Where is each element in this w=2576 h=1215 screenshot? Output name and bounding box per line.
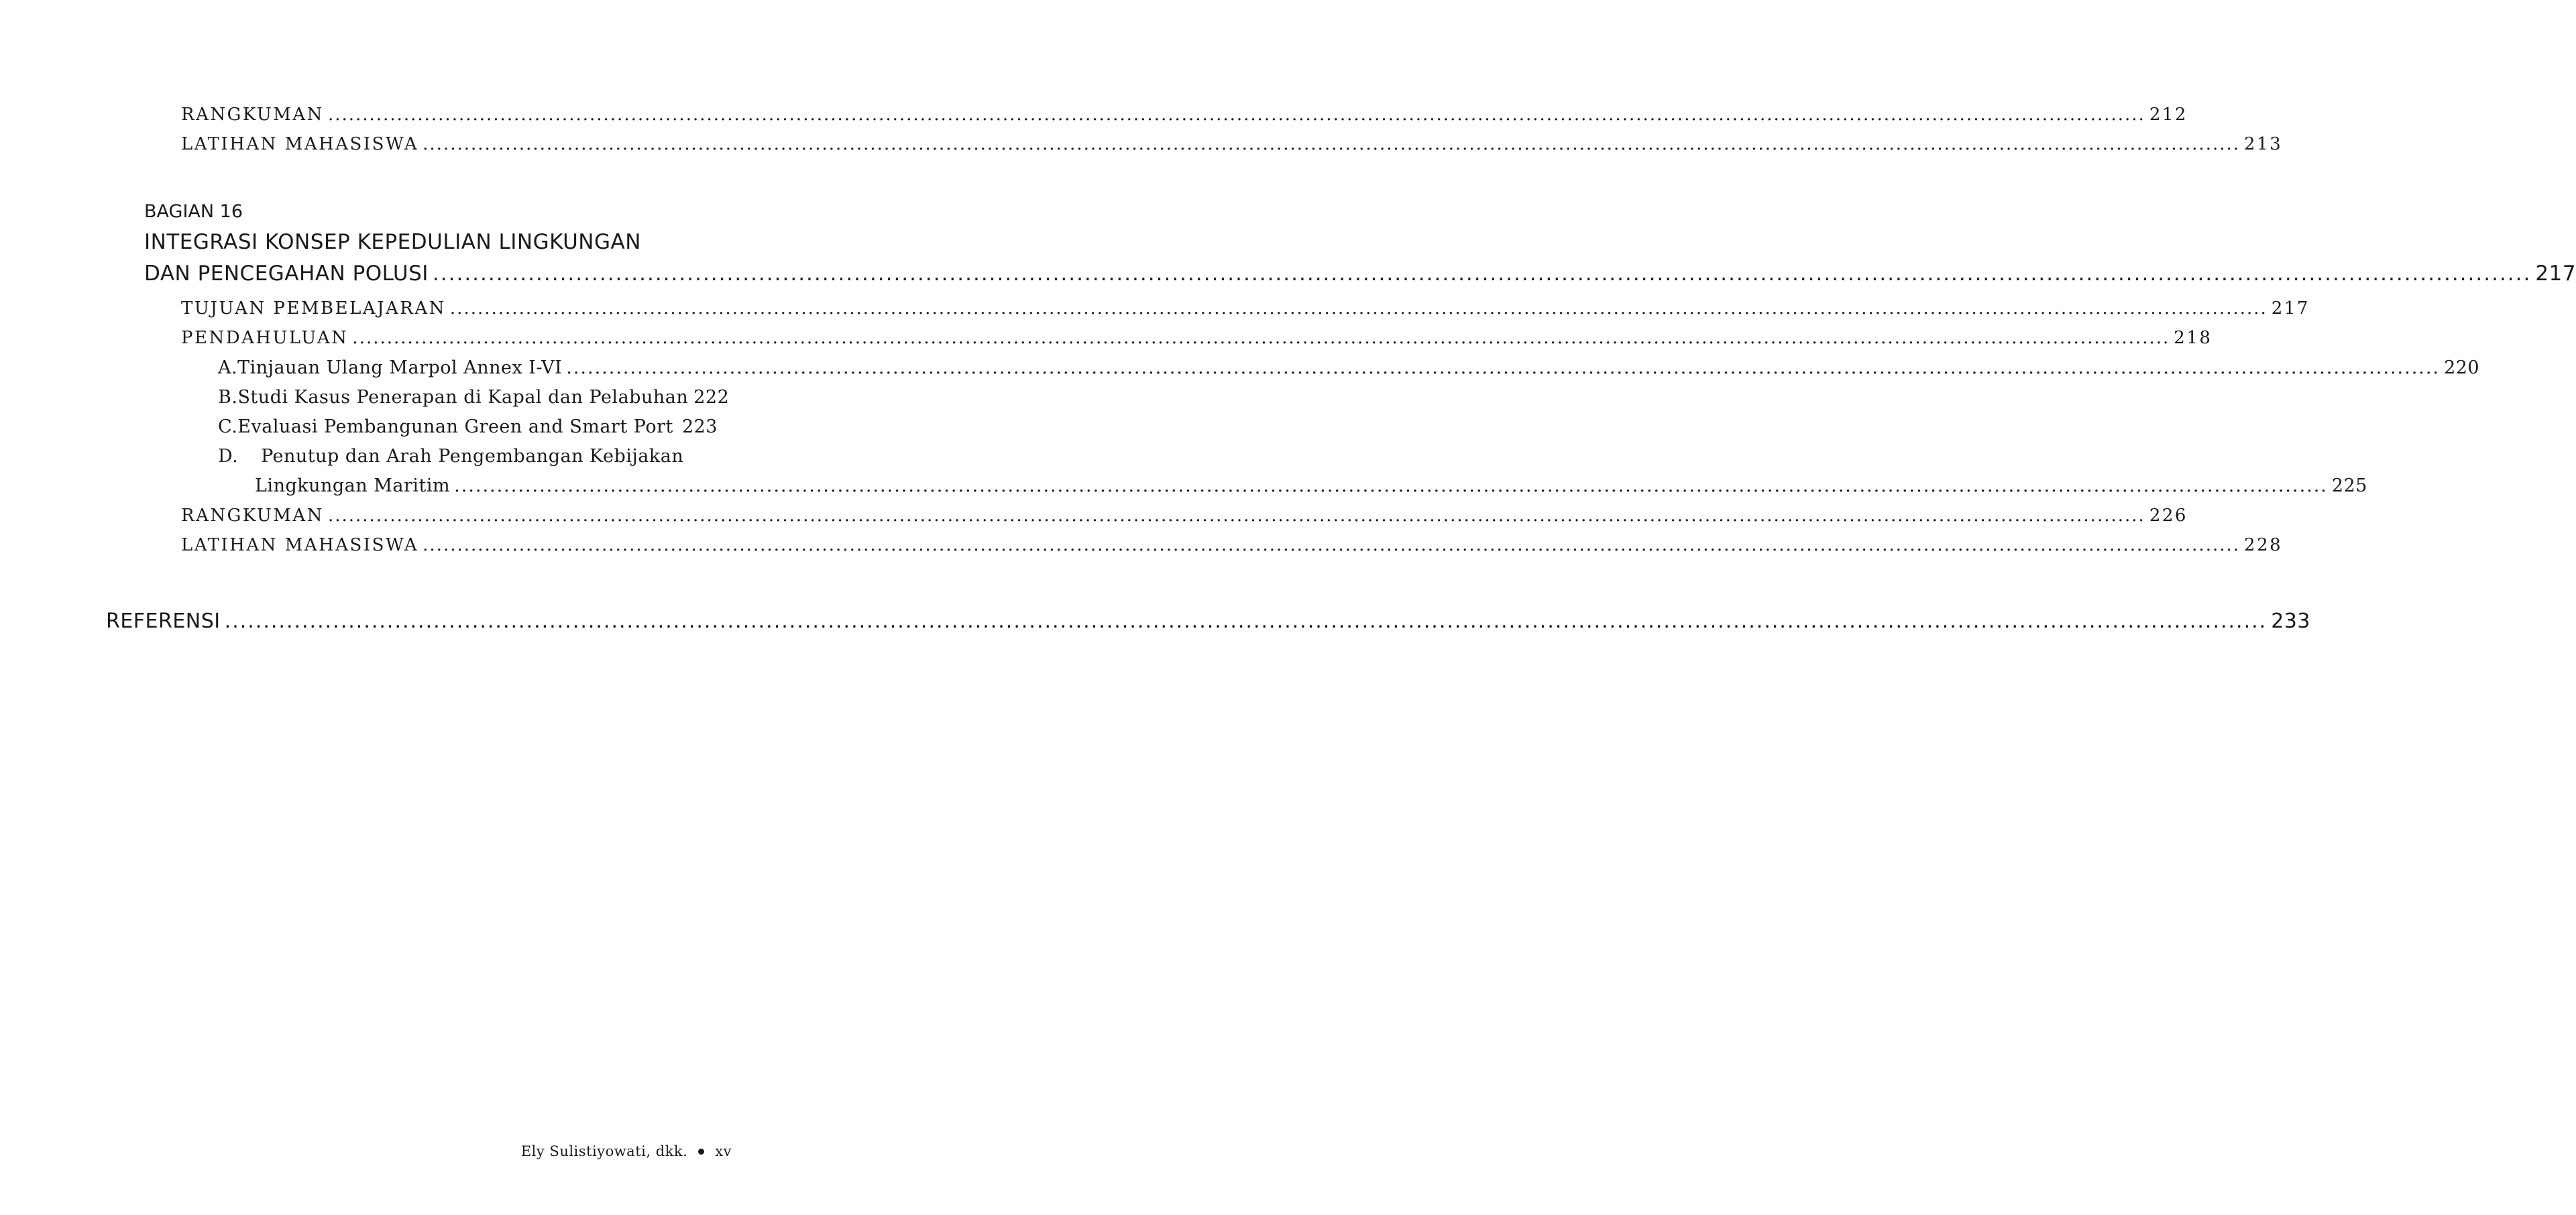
toc-page-number: 220 bbox=[2444, 357, 2480, 378]
toc-subentry-d-line2[interactable] bbox=[255, 475, 2367, 496]
toc-subentry-c[interactable] bbox=[218, 416, 718, 437]
chapter-title-line2: DAN PENCEGAHAN POLUSI bbox=[144, 262, 429, 286]
dot-leader bbox=[566, 357, 2440, 378]
toc-entry-title: RANGKUMAN bbox=[181, 105, 324, 125]
dot-leader bbox=[423, 535, 2240, 555]
toc-entry-title: REFERENSI bbox=[106, 610, 221, 633]
toc-entry-title: LATIHAN MAHASISWA bbox=[181, 535, 419, 555]
dot-leader bbox=[433, 262, 2531, 286]
dot-leader bbox=[225, 610, 2267, 633]
bullet-separator-icon bbox=[698, 1149, 704, 1155]
toc-entry-title: RANGKUMAN bbox=[181, 506, 324, 526]
toc-page-number: 217 bbox=[2535, 262, 2576, 286]
footer-page-number: xv bbox=[715, 1143, 732, 1159]
dot-leader bbox=[454, 475, 2328, 496]
toc-page-number: 225 bbox=[2331, 475, 2367, 496]
page-footer bbox=[521, 1143, 732, 1159]
toc-entry-title: PENDAHULUAN bbox=[181, 328, 349, 348]
dot-leader bbox=[352, 328, 2170, 348]
toc-entry-title: LATIHAN MAHASISWA bbox=[181, 134, 419, 154]
dot-leader bbox=[423, 134, 2240, 154]
dot-leader bbox=[677, 416, 678, 437]
chapter-label: BAGIAN 16 bbox=[144, 201, 243, 222]
subentry-letter: C. bbox=[218, 416, 238, 437]
toc-entry-latihan-16[interactable] bbox=[181, 535, 2283, 555]
dot-leader bbox=[450, 298, 2267, 319]
toc-entry-tujuan[interactable] bbox=[181, 298, 2310, 319]
toc-page-number: 213 bbox=[2244, 134, 2283, 154]
toc-entry-rangkuman-16[interactable] bbox=[181, 506, 2188, 526]
toc-entry-title: Tinjauan Ulang Marpol Annex I-VI bbox=[237, 357, 563, 378]
toc-page-number: 223 bbox=[681, 416, 718, 437]
chapter-title-line1: INTEGRASI KONSEP KEPEDULIAN LINGKUNGAN bbox=[144, 230, 641, 254]
toc-page-number: 228 bbox=[2244, 535, 2283, 555]
toc-entry-title: TUJUAN PEMBELAJARAN bbox=[181, 298, 446, 319]
footer-author: Ely Sulistiyowati, dkk. bbox=[520, 1143, 688, 1159]
toc-page-number: 217 bbox=[2271, 298, 2310, 319]
toc-entry-rangkuman-15[interactable] bbox=[181, 105, 2188, 125]
toc-subentry-b[interactable] bbox=[218, 387, 730, 408]
subentry-letter: A. bbox=[218, 357, 238, 378]
toc-entry-title: Penutup dan Arah Pengembangan Kebijakan bbox=[261, 446, 684, 467]
dot-leader bbox=[328, 105, 2145, 125]
toc-page-number: 226 bbox=[2149, 506, 2188, 526]
toc-page-number: 233 bbox=[2271, 610, 2310, 633]
toc-entry-title-continued: Lingkungan Maritim bbox=[255, 475, 451, 496]
toc-entry-chapter-16[interactable] bbox=[144, 262, 2576, 286]
toc-entry-pendahuluan[interactable] bbox=[181, 328, 2213, 348]
toc-entry-title: Studi Kasus Penerapan di Kapal dan Pelabuhan bbox=[237, 387, 689, 408]
toc-page-number: 222 bbox=[693, 387, 730, 408]
subentry-letter: B. bbox=[218, 387, 238, 408]
subentry-letter: D. bbox=[218, 446, 239, 467]
toc-entry-referensi[interactable] bbox=[106, 610, 2310, 633]
toc-page-number: 212 bbox=[2149, 105, 2188, 125]
toc-entry-title: Evaluasi Pembangunan Green and Smart Port bbox=[237, 416, 673, 437]
toc-page-number: 218 bbox=[2174, 328, 2213, 348]
toc-subentry-d-line1[interactable] bbox=[218, 446, 683, 467]
dot-leader bbox=[328, 506, 2145, 526]
toc-entry-latihan-15[interactable] bbox=[181, 134, 2283, 154]
toc-subentry-a[interactable] bbox=[218, 357, 2480, 378]
